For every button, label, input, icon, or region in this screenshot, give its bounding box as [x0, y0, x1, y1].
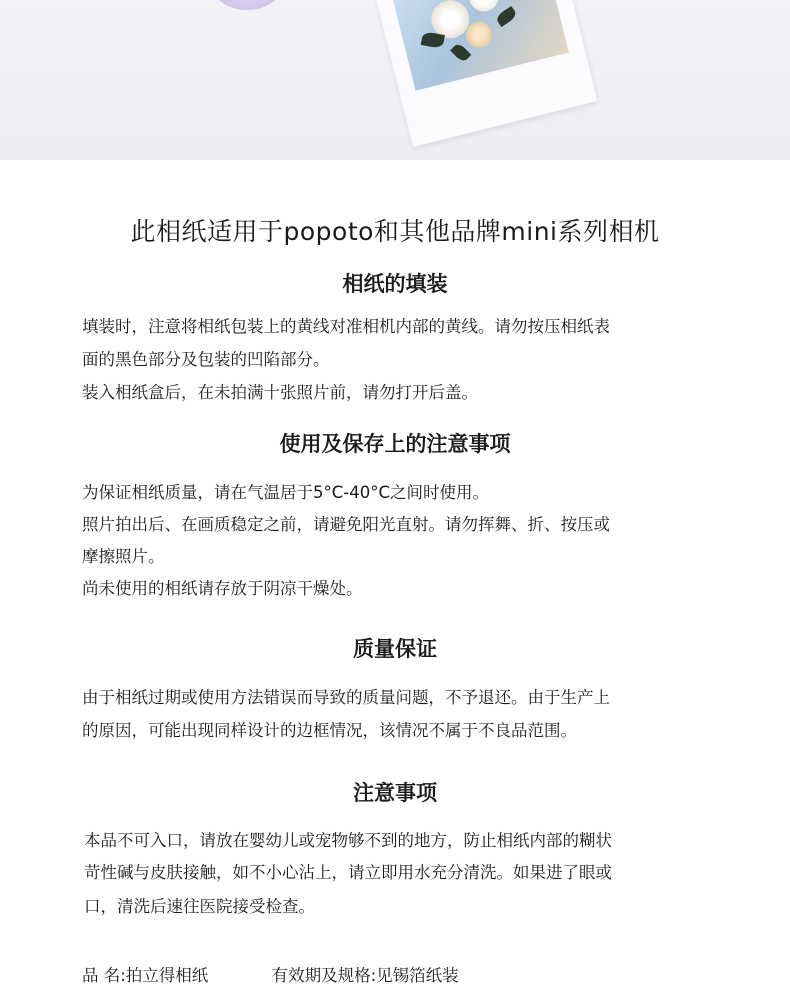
section-line: 装入相纸盒后，在未拍满十张照片前，请勿打开后盖。 — [82, 383, 478, 402]
section-heading-loading: 相纸的填装 — [342, 272, 448, 296]
section-line: 填装时，注意将相纸包装上的黄线对准相机内部的黄线。请勿按压相纸表 — [82, 317, 610, 336]
section-line: 面的黑色部分及包装的凹陷部分。 — [82, 350, 330, 369]
product-info-footer — [82, 962, 459, 986]
section-heading-usage-storage: 使用及保存上的注意事项 — [279, 432, 511, 456]
hero-product-photo — [0, 0, 790, 160]
product-validity: 有效期及规格:见锡箔纸装 — [271, 966, 459, 985]
section-line: 为保证相纸质量，请在气温居于5°C-40°C之间时使用。 — [82, 483, 489, 502]
section-line: 的原因，可能出现同样设计的边框情况，该情况不属于不良品范围。 — [82, 721, 577, 740]
section-line: 口，清洗后速往医院接受检查。 — [84, 897, 315, 916]
section-line: 照片拍出后、在画质稳定之前，请避免阳光直射。请勿挥舞、折、按压或 — [82, 515, 610, 534]
section-line: 苛性碱与皮肤接触，如不小心沾上，请立即用水充分清洗。如果进了眼或 — [84, 863, 612, 882]
instant-photo-print — [372, 0, 597, 147]
section-line: 摩擦照片。 — [82, 547, 165, 566]
photo-image-flowers — [391, 0, 569, 91]
hero-cup-decoration — [212, 0, 282, 10]
product-name: 品 名:拍立得相纸 — [82, 966, 209, 985]
flower-shape — [466, 0, 502, 15]
section-heading-quality: 质量保证 — [353, 637, 437, 661]
leaf-shape — [450, 42, 471, 63]
section-line: 本品不可入口，请放在婴幼儿或宠物够不到的地方，防止相纸内部的糊状 — [84, 831, 612, 850]
page-title: 此相纸适用于popoto和其他品牌mini系列相机 — [130, 217, 660, 246]
section-line: 尚未使用的相纸请存放于阴凉干燥处。 — [82, 579, 363, 598]
section-line: 由于相纸过期或使用方法错误而导致的质量问题，不予退还。由于生产上 — [82, 688, 610, 707]
leaf-shape — [421, 31, 445, 49]
leaf-shape — [495, 6, 518, 27]
section-heading-precautions: 注意事项 — [353, 781, 437, 805]
